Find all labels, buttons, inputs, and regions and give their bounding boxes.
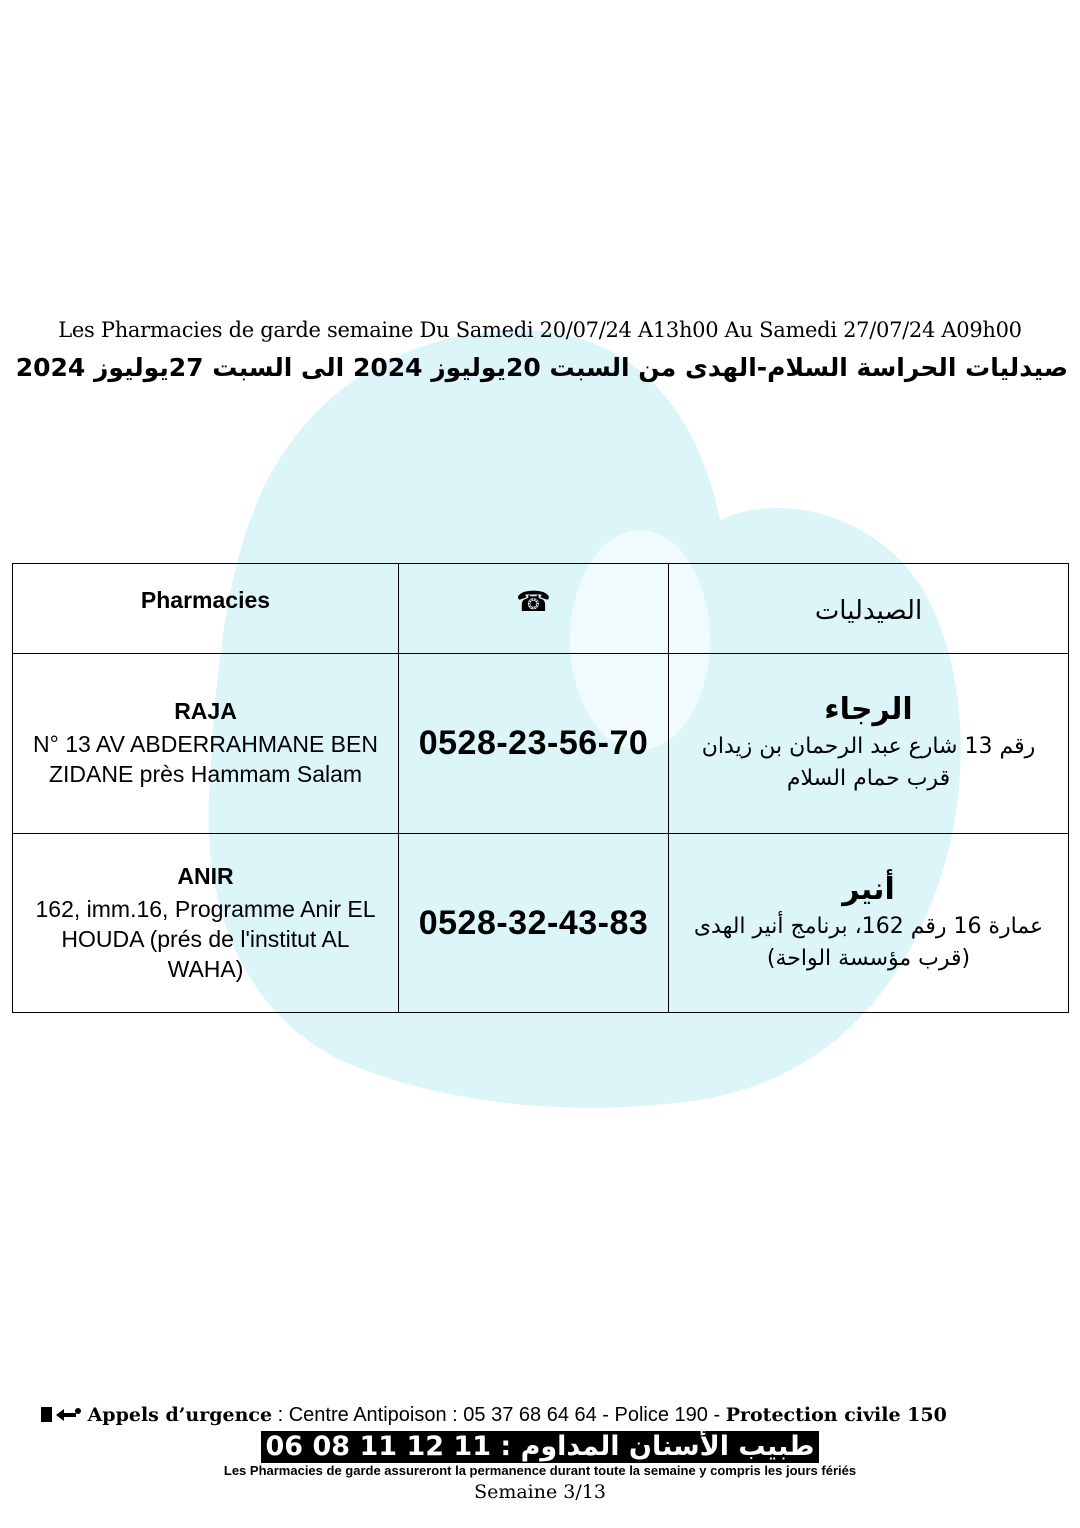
protection-civile: Protection civile 150	[725, 1404, 947, 1426]
pharmacy-phone: 0528-23-56-70	[418, 724, 649, 762]
column-header-fr: Pharmacies	[13, 564, 399, 654]
pharmacy-address-fr: N° 13 AV ABDERRAHMANE BEN ZIDANE près Hammam Salam	[33, 731, 378, 787]
emergency-numbers: Centre Antipoison : 05 37 68 64 64 - Police 190 -	[288, 1404, 721, 1426]
pharmacy-name-ar: الرجاء	[824, 692, 913, 727]
table-header-row	[13, 564, 1069, 654]
pharmacy-name-fr: RAJA	[174, 698, 237, 724]
pharmacy-name-ar: أنير	[842, 871, 895, 907]
pharmacy-phone: 0528-32-43-83	[418, 903, 649, 942]
telephone-icon: ☎	[516, 586, 551, 617]
table-row	[13, 834, 1069, 1013]
pharmacy-ar-cell	[669, 834, 1069, 1013]
phone-icon	[40, 1405, 82, 1423]
pharmacy-fr-cell	[13, 834, 399, 1013]
pharmacy-address-fr: 162, imm.16, Programme Anir EL HOUDA (prés de l'institut AL WAHA)	[35, 895, 376, 982]
column-header-phone	[399, 564, 669, 654]
dentist-on-duty: طبيب الأسنان المداوم : 11 12 11 08 06	[261, 1431, 818, 1463]
column-header-ar: الصيدليات	[669, 564, 1069, 654]
table-row	[13, 654, 1069, 834]
footer-note: Les Pharmacies de garde assureront la permanence durant toute la semaine y compris les jours fériés	[223, 1463, 857, 1478]
pharmacy-phone-cell	[399, 654, 669, 834]
emergency-separator: :	[272, 1404, 289, 1426]
dentist-line	[0, 1431, 1080, 1463]
pharmacy-phone-cell	[399, 834, 669, 1013]
pharmacy-fr-cell	[13, 654, 399, 834]
week-number: Semaine 3/13	[474, 1481, 606, 1503]
page-title-ar: صيدليات الحراسة السلام-الهدى من السبت 20يوليوز 2024 الى السبت 27يوليوز 2024	[15, 353, 1068, 382]
emergency-label: Appels d’urgence	[87, 1404, 273, 1426]
pharmacy-ar-cell	[669, 654, 1069, 834]
pharmacy-address-ar: عمارة 16 رقم 162، برنامج أنير الهدى (قرب مؤسسة الواحة)	[693, 913, 1044, 971]
pharmacy-name-fr: ANIR	[177, 862, 234, 889]
pharmacies-table	[12, 563, 1069, 1013]
pharmacy-address-ar: رقم 13 شارع عبد الرحمان بن زيدان قرب حمام السلام	[701, 734, 1036, 791]
emergency-line	[40, 1404, 1080, 1427]
page-title-fr: Les Pharmacies de garde semaine Du Samedi 20/07/24 A13h00 Au Samedi 27/07/24 A09h00	[58, 318, 1022, 342]
